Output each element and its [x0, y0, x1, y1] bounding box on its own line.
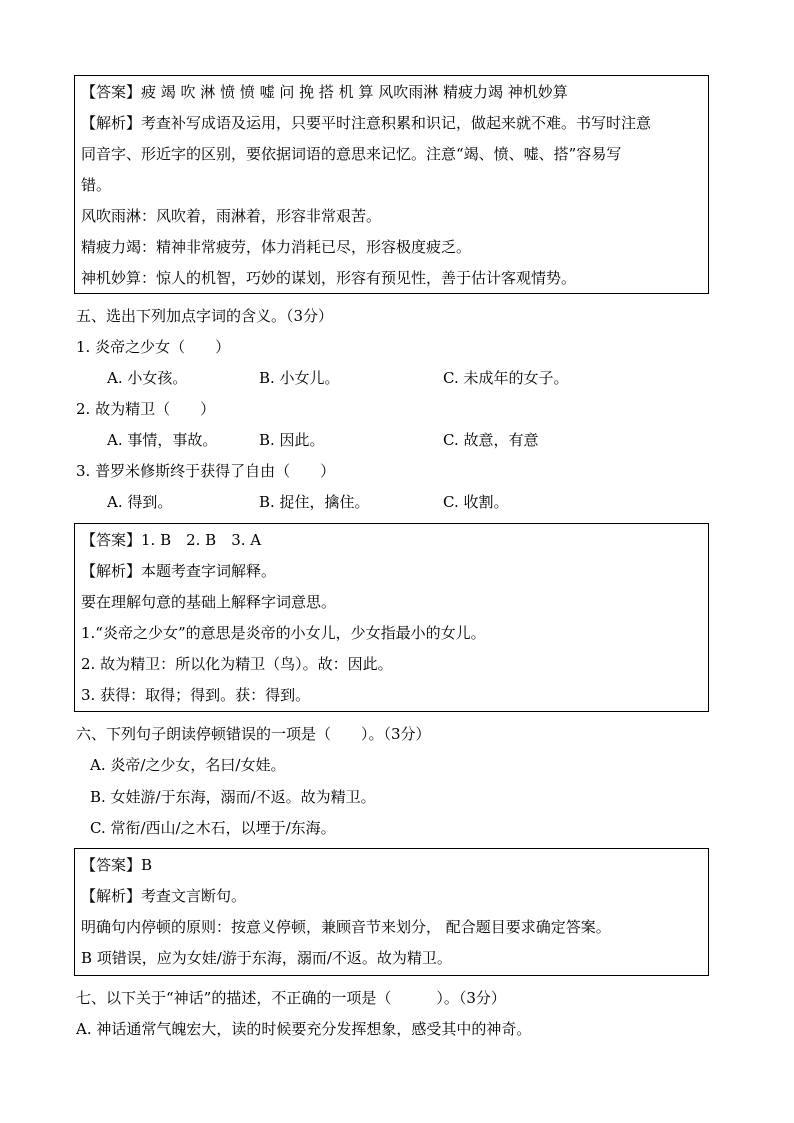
box2-line-6: 3. 获得：取得；得到。获：得到。: [81, 686, 311, 704]
q6-option-a: A. 炎帝/之少女，名曰/女娃。: [90, 756, 286, 774]
q5-item-2-option-b: B. 因此。: [259, 431, 325, 449]
q5-item-3-stem: 3. 普罗米修斯终于获得了自由（ ）: [76, 462, 336, 480]
q5-item-1-option-c: C. 未成年的女子。: [443, 369, 569, 387]
q5-item-3-option-a: A. 得到。: [107, 493, 173, 511]
q6-option-c: C. 常衔/西山/之木石，以堙于/东海。: [90, 819, 336, 837]
box2-line-4: 1.“炎帝之少女”的意思是炎帝的小女儿，少女指最小的女儿。: [81, 624, 486, 642]
box1-line-4: 错。: [81, 176, 112, 194]
answer-box-1: [74, 75, 709, 294]
box1-line-2: 【解析】考查补写成语及运用，只要平时注意积累和识记，做起来就不难。书写时注意: [81, 114, 652, 132]
box1-line-1: 【答案】疲 竭 吹 淋 愤 愤 嘘 问 挽 搭 机 算 风吹雨淋 精疲力竭 神机妙算: [81, 83, 568, 101]
q5-item-1-option-a: A. 小女孩。: [107, 369, 188, 387]
box1-line-3: 同音字、形近字的区别，要依据词语的意思来记忆。注意“竭、愤、嘘、搭”容易写: [81, 145, 622, 163]
q7-option-a: A. 神话通常气魄宏大，读的时候要充分发挥想象，感受其中的神奇。: [76, 1020, 532, 1038]
box2-line-5: 2. 故为精卫：所以化为精卫（鸟）。故：因此。: [81, 655, 393, 673]
q5-item-3-option-c: C. 收割。: [443, 493, 509, 511]
box1-line-7: 神机妙算：惊人的机智，巧妙的谋划，形容有预见性，善于估计客观情势。: [81, 269, 577, 287]
box3-line-1: 【答案】B: [81, 856, 153, 874]
q5-item-2-stem: 2. 故为精卫（ ）: [76, 400, 216, 418]
box2-line-3: 要在理解句意的基础上解释字词意思。: [81, 593, 337, 611]
box2-line-2: 【解析】本题考查字词解释。: [81, 562, 277, 580]
box1-line-5: 风吹雨淋：风吹着，雨淋着，形容非常艰苦。: [81, 207, 382, 225]
q5-item-3-option-b: B. 捉住，擒住。: [259, 493, 370, 511]
q5-item-1-option-b: B. 小女儿。: [259, 369, 340, 387]
box3-line-4: B 项错误，应为女娃/游于东海，溺而/不返。故为精卫。: [81, 949, 452, 967]
q5-item-2-option-c: C. 故意，有意: [443, 431, 539, 449]
box3-line-3: 明确句内停顿的原则：按意义停顿，兼顾音节来划分， 配合题目要求确定答案。: [81, 918, 611, 936]
box2-line-1: 【答案】1. B 2. B 3. A: [81, 531, 262, 549]
answer-box-2: [74, 523, 709, 712]
q6-option-b: B. 女娃游/于东海，溺而/不返。故为精卫。: [90, 788, 376, 806]
answer-box-3: [74, 848, 709, 976]
box1-line-6: 精疲力竭：精神非常疲劳，体力消耗已尽，形容极度疲乏。: [81, 238, 472, 256]
q5-item-1-stem: 1. 炎帝之少女（ ）: [76, 338, 231, 356]
box3-line-2: 【解析】考查文言断句。: [81, 887, 247, 905]
q6-title: 六、下列句子朗读停顿错误的一项是（ ）。（3分）: [76, 725, 431, 743]
q5-item-2-option-a: A. 事情，事故。: [107, 431, 218, 449]
q5-title: 五、选出下列加点字词的含义。（3分）: [76, 307, 334, 325]
q7-title: 七、以下关于“神话”的描述，不正确的一项是（ ）。（3分）: [76, 989, 506, 1007]
